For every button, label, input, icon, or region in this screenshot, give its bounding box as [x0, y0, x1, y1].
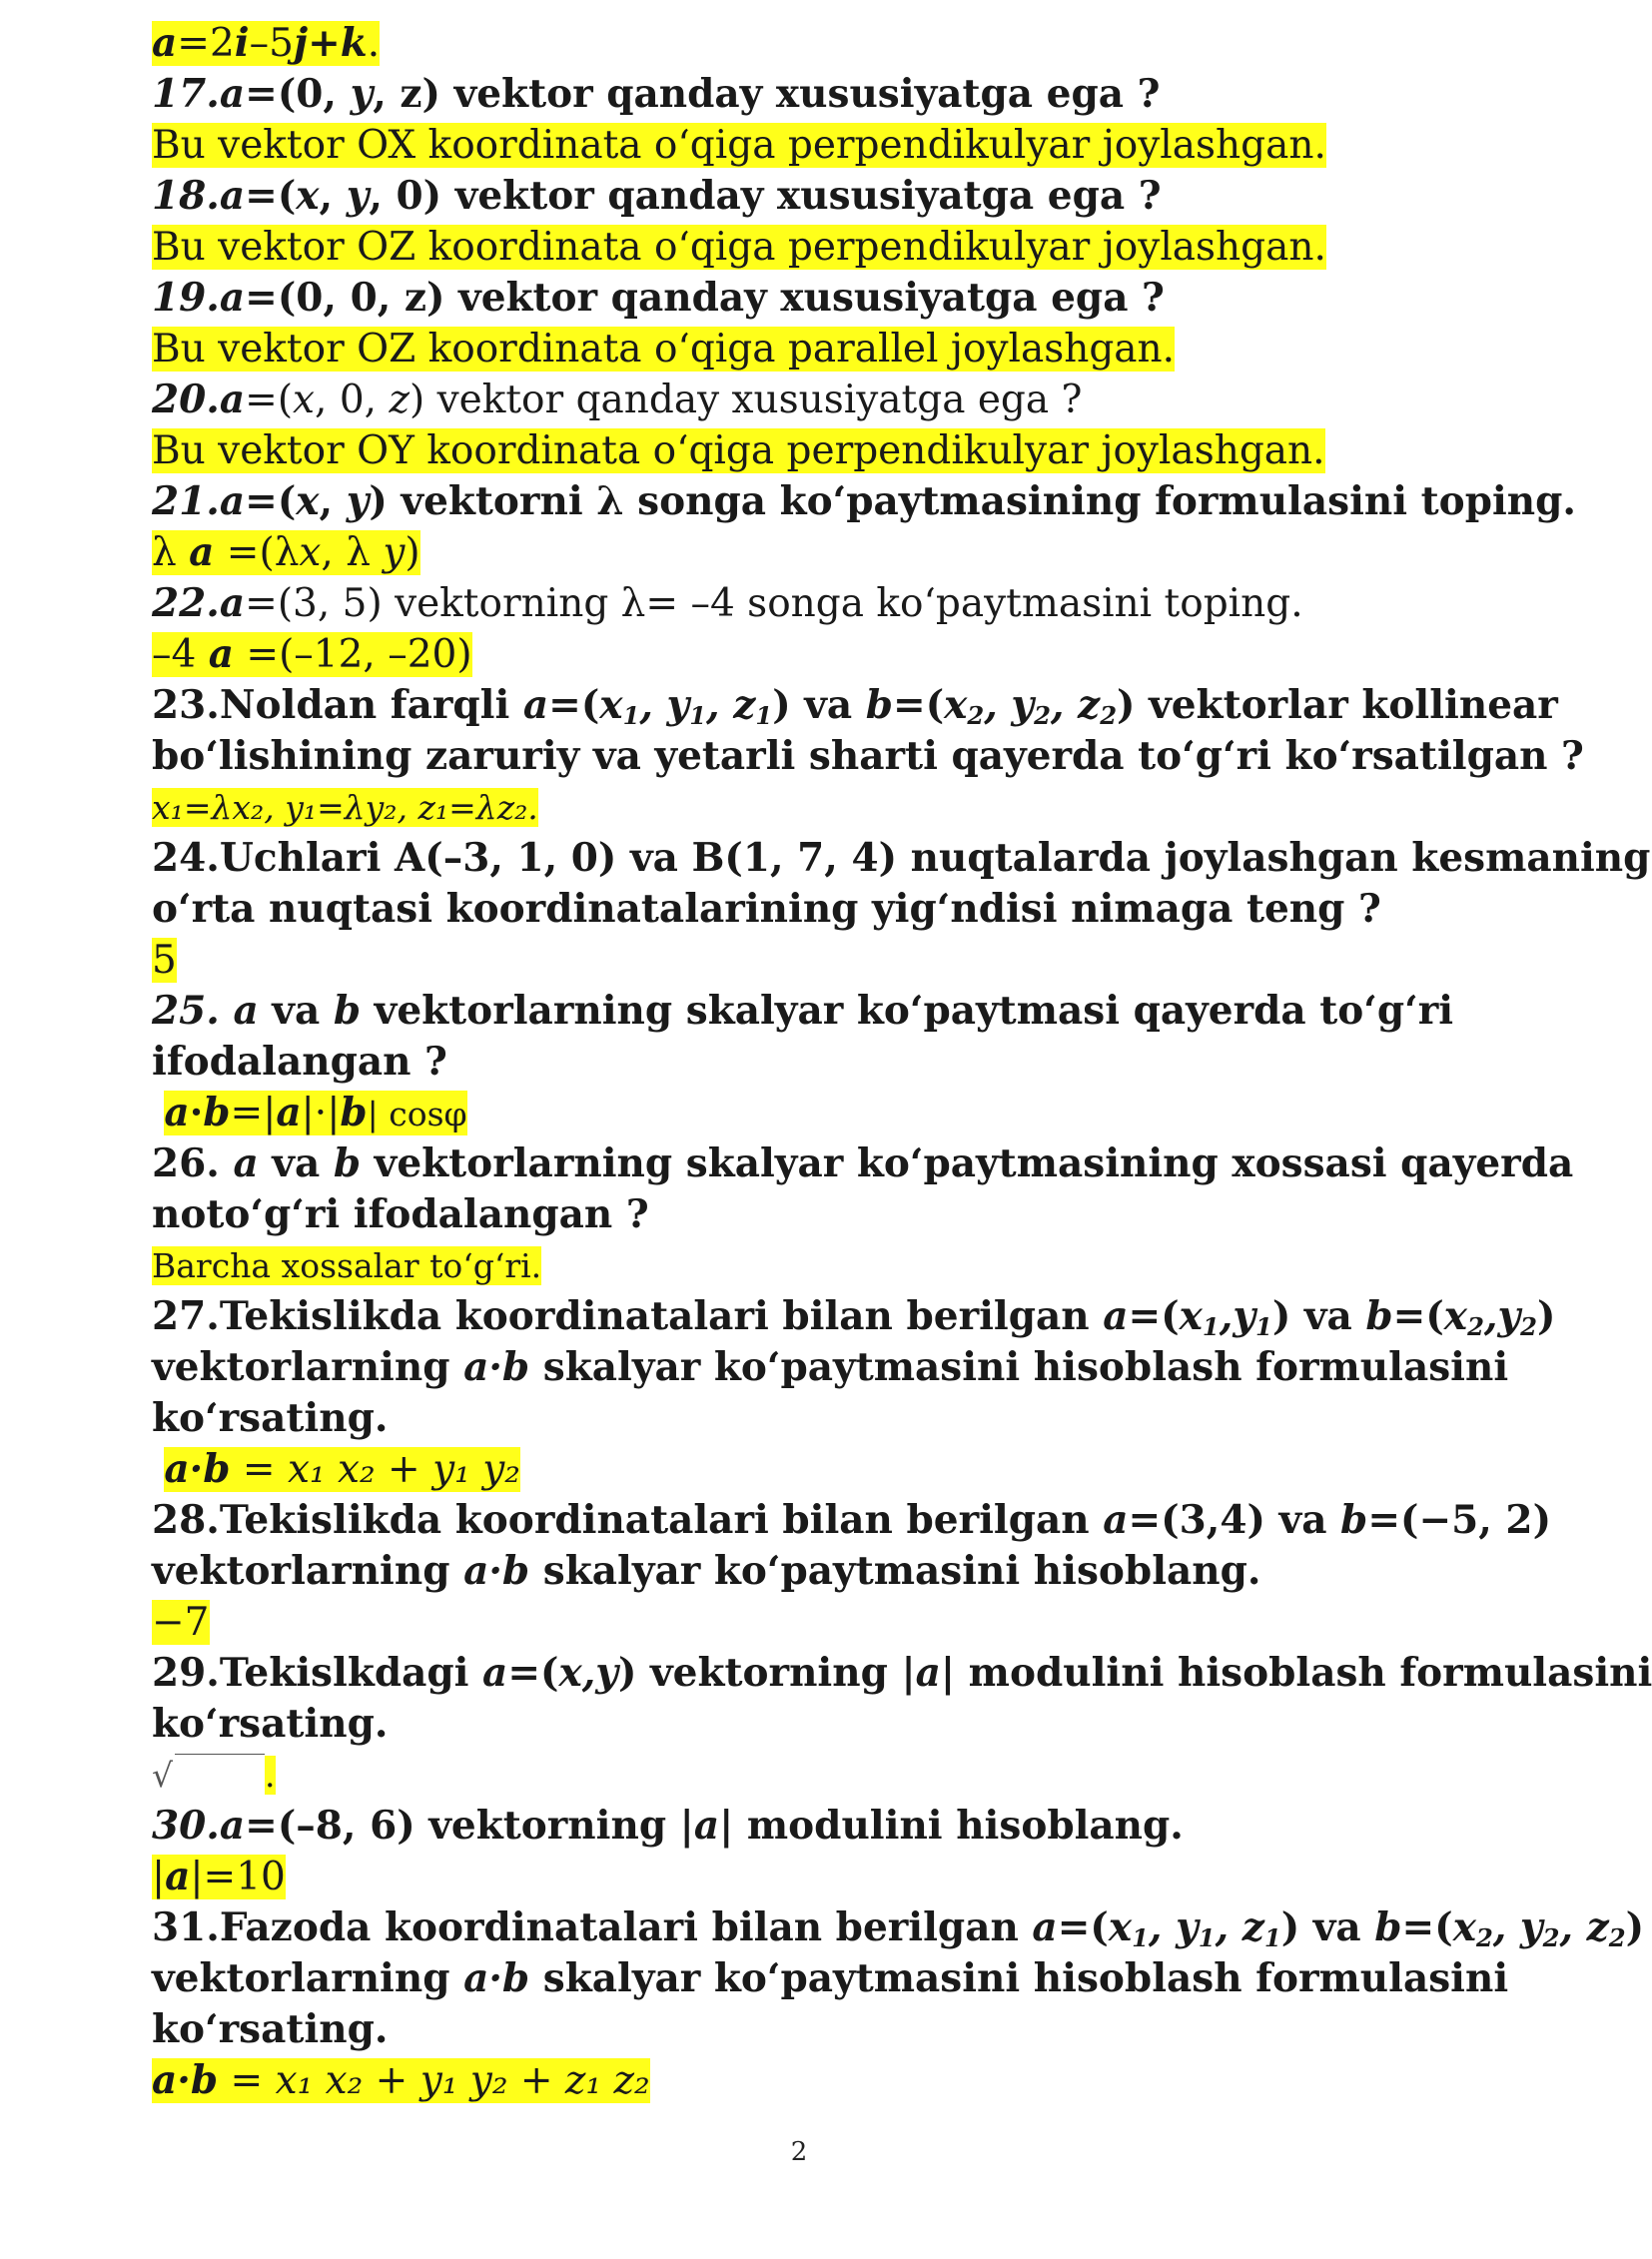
- question-29-line-1: 29.Tekislkdagi a=(x,y) vektorning |a| modulini hisoblash formulasini: [152, 1650, 1652, 1696]
- answer-24: 5: [152, 938, 177, 983]
- question-27-line-2: vektorlarning a·b skalyar koʻpaytmasini hisoblash formulasini: [152, 1344, 1509, 1390]
- question-18: 18.a=(x, y, 0) vektor qanday xususiyatga ega ?: [152, 173, 1162, 219]
- answer-23: x₁=λx₂, y₁=λy₂, z₁=λz₂.: [152, 788, 538, 827]
- answer-17: Bu vektor OX koordinata oʻqiga perpendikulyar joylashgan.: [152, 123, 1326, 168]
- question-25-line-2: ifodalangan ?: [152, 1039, 447, 1085]
- page-number: 2: [790, 2137, 808, 2167]
- answer-19: Bu vektor OZ koordinata oʻqiga parallel joylashgan.: [152, 327, 1176, 372]
- question-21: 21.a=(x, y) vektorni λ songa koʻpaytmasining formulasini toping.: [152, 478, 1576, 524]
- answer-16: a=2i–5j+k.: [152, 20, 381, 66]
- answer-18: Bu vektor OZ koordinata oʻqiga perpendikulyar joylashgan.: [152, 225, 1326, 270]
- question-22: 22.a=(3, 5) vektorning λ= –4 songa koʻpaytmasini toping.: [152, 580, 1303, 626]
- question-28-line-1: 28.Tekislikda koordinatalari bilan berilgan a=(3,4) va b=(−5, 2): [152, 1497, 1552, 1543]
- answer-25: a·b=|a|·|b| cosφ: [164, 1090, 467, 1135]
- question-31-line-1: 31.Fazoda koordinatalari bilan berilgan $a=(x_1$, $y_1$, $z_1$) va $b=(x_2$, $y_2$, $z_2$): [152, 1904, 1645, 1953]
- question-27-line-3: koʻrsating.: [152, 1395, 389, 1441]
- sqrt-box: [175, 1754, 265, 1785]
- question-29-line-2: koʻrsating.: [152, 1701, 389, 1747]
- question-26-line-1: 26. a va b vektorlarning skalyar koʻpaytmasining xossasi qayerda: [152, 1140, 1574, 1186]
- question-31-line-3: koʻrsating.: [152, 2006, 389, 2052]
- question-31-line-2: vektorlarning a·b skalyar koʻpaytmasini hisoblash formulasini: [152, 1955, 1509, 2001]
- answer-26: Barcha xossalar toʻgʻri.: [152, 1246, 542, 1285]
- answer-30: |a|=10: [152, 1854, 286, 1899]
- question-24-line-1: 24.Uchlari A(–3, 1, 0) va B(1, 7, 4) nuqtalarda joylashgan kesmaning: [152, 835, 1651, 881]
- question-30: 30.a=(–8, 6) vektorning |a| modulini hisoblang.: [152, 1803, 1184, 1849]
- question-23-line-2: boʻlishining zaruriy va yetarli sharti qayerda toʻgʻri koʻrsatilgan ?: [152, 733, 1584, 779]
- answer-28: −7: [152, 1600, 210, 1645]
- answer-21: λ a =(λx, λ y): [152, 529, 420, 575]
- answer-29: √ .: [152, 1756, 276, 1795]
- document-page: [152, 18, 1652, 2106]
- sqrt-icon: √: [152, 1756, 174, 1795]
- question-19: 19.a=(0, 0, z) vektor qanday xususiyatga ega ?: [152, 275, 1165, 321]
- answer-31: a·b = x₁ x₂ + y₁ y₂ + z₁ z₂: [152, 2057, 650, 2103]
- question-25-line-1: 25. a va b vektorlarning skalyar koʻpaytmasi qayerda toʻgʻri: [152, 988, 1454, 1034]
- question-17: 17.a=(0, y, z) vektor qanday xususiyatga ega ?: [152, 71, 1161, 117]
- question-26-line-2: notoʻgʻri ifodalangan ?: [152, 1191, 649, 1237]
- answer-22: –4 a =(–12, –20): [152, 631, 472, 677]
- question-23-line-1: 23.Noldan farqli $a=(x_1$, $y_1$, $z_1$) va $b=(x_2$, $y_2$, $z_2$) vektorlar kollinear: [152, 682, 1558, 731]
- answer-20: Bu vektor OY koordinata oʻqiga perpendikulyar joylashgan.: [152, 428, 1325, 473]
- question-20: 20.a=(x, 0, z) vektor qanday xususiyatga ega ?: [152, 376, 1083, 422]
- question-24-line-2: oʻrta nuqtasi koordinatalarining yigʻndisi nimaga teng ?: [152, 886, 1381, 932]
- answer-27: a·b = x₁ x₂ + y₁ y₂: [164, 1446, 520, 1492]
- question-28-line-2: vektorlarning a·b skalyar koʻpaytmasini hisoblang.: [152, 1548, 1261, 1594]
- question-27-line-1: 27.Tekislikda koordinatalari bilan berilgan $a=(x_1,y_1)$ va $b=(x_2,y_2)$: [152, 1293, 1556, 1342]
